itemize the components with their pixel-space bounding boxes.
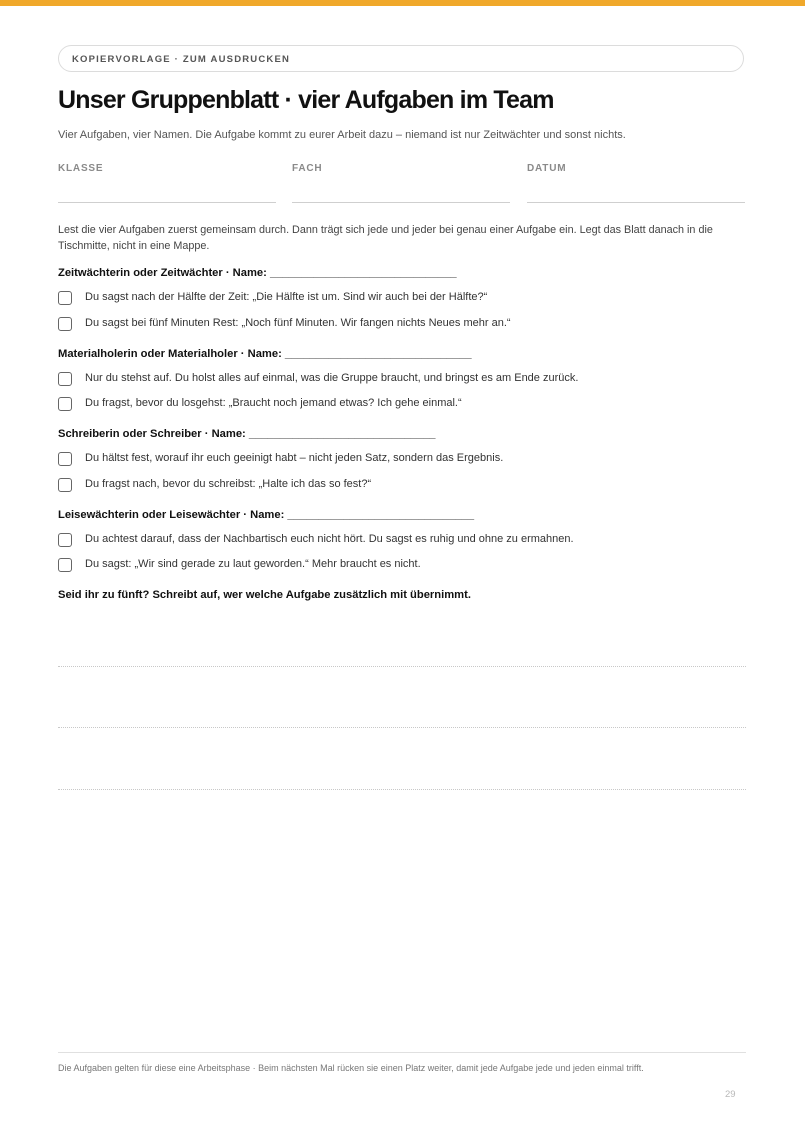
checkbox[interactable] bbox=[58, 452, 72, 466]
class-field[interactable] bbox=[58, 163, 276, 203]
task-text: Du achtest darauf, dass der Nachbartisch euch nicht hört. Du sagst es ruhig und ohne zu ermahnen. bbox=[85, 533, 574, 545]
subject-write-line[interactable] bbox=[292, 202, 510, 203]
footer-note: Die Aufgaben gelten für diese eine Arbeitsphase · Beim nächsten Mal rücken sie einen Platz weiter, damit jede Aufgabe jede und jeden einmal trifft. bbox=[58, 1063, 644, 1073]
class-write-line[interactable] bbox=[58, 202, 276, 203]
checkbox[interactable] bbox=[58, 478, 72, 492]
task-text: Du hältst fest, worauf ihr euch geeinigt habt – nicht jeden Satz, sondern das Ergebnis. bbox=[85, 452, 504, 464]
task-text: Du sagst: „Wir sind gerade zu laut geworden.“ Mehr braucht es nicht. bbox=[85, 558, 421, 570]
instructions-text: Lest die vier Aufgaben zuerst gemeinsam durch. Dann trägt sich jede und jeder bei genau einer Aufgabe ein. Legt das Blatt danach in die Tischmitte, nicht in eine Mappe. bbox=[58, 224, 713, 252]
page-subtitle: Vier Aufgaben, vier Namen. Die Aufgabe kommt zu eurer Arbeit dazu – niemand ist nur Zeitwächter und sonst nichts. bbox=[58, 129, 626, 141]
task-text: Du fragst, bevor du losgehst: „Braucht noch jemand etwas? Ich gehe einmal.“ bbox=[85, 397, 462, 409]
write-line[interactable] bbox=[58, 789, 746, 790]
task-text: Du sagst bei fünf Minuten Rest: „Noch fünf Minuten. Wir fangen nichts Neues mehr an.“ bbox=[85, 317, 511, 329]
date-write-line[interactable] bbox=[527, 202, 745, 203]
page-title: Unser Gruppenblatt · vier Aufgaben im Team bbox=[58, 86, 554, 114]
accent-bar bbox=[0, 0, 805, 6]
date-label: DATUM bbox=[527, 163, 567, 174]
write-line[interactable] bbox=[58, 666, 746, 667]
class-label: KLASSE bbox=[58, 163, 104, 174]
subject-field[interactable] bbox=[292, 163, 510, 203]
role-title-writer: Schreiberin oder Schreiber · Name: ______________________________ bbox=[58, 428, 436, 440]
extra-prompt: Seid ihr zu fünft? Schreibt auf, wer welche Aufgabe zusätzlich mit übernimmt. bbox=[58, 589, 471, 601]
role-title-material: Materialholerin oder Materialholer · Name: ______________________________ bbox=[58, 348, 472, 360]
checkbox[interactable] bbox=[58, 291, 72, 305]
checkbox[interactable] bbox=[58, 372, 72, 386]
subject-label: FACH bbox=[292, 163, 323, 174]
date-field[interactable] bbox=[527, 163, 745, 203]
footer-divider bbox=[58, 1052, 746, 1053]
checkbox[interactable] bbox=[58, 533, 72, 547]
task-text: Du sagst nach der Hälfte der Zeit: „Die Hälfte ist um. Sind wir auch bei der Hälfte?“ bbox=[85, 291, 488, 303]
role-title-quiet: Leisewächterin oder Leisewächter · Name: ______________________________ bbox=[58, 509, 475, 521]
checkbox[interactable] bbox=[58, 558, 72, 572]
write-line[interactable] bbox=[58, 727, 746, 728]
checkbox[interactable] bbox=[58, 397, 72, 411]
kicker-label: KOPIERVORLAGE · ZUM AUSDRUCKEN bbox=[58, 45, 744, 72]
role-title-timekeeper: Zeitwächterin oder Zeitwächter · Name: ______________________________ bbox=[58, 267, 457, 279]
checkbox[interactable] bbox=[58, 317, 72, 331]
task-text: Nur du stehst auf. Du holst alles auf einmal, was die Gruppe braucht, und bringst es am Ende zurück. bbox=[85, 372, 579, 384]
task-text: Du fragst nach, bevor du schreibst: „Halte ich das so fest?“ bbox=[85, 478, 372, 490]
page-number: 29 bbox=[725, 1089, 736, 1100]
